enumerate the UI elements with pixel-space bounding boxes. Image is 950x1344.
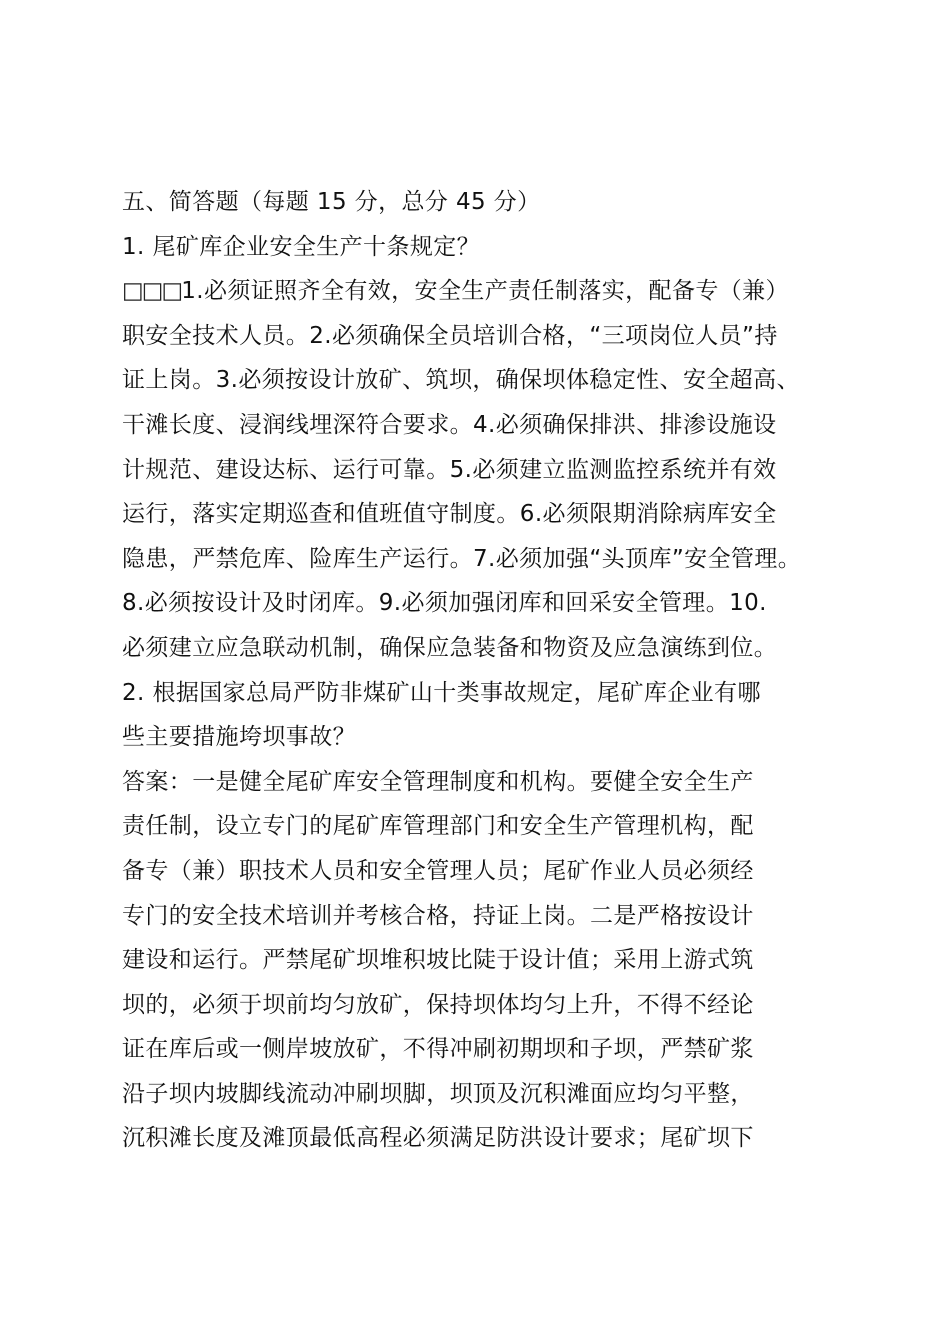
answer-1-line: 运行，落实定期巡查和值班值守制度。6.必须限期消除病库安全 [122, 501, 777, 528]
answer-1-text: 1.必须证照齐全有效，安全生产责任制落实，配备专（兼） [181, 278, 789, 305]
question-2-line: 2. 根据国家总局严防非煤矿山十类事故规定，尾矿库企业有哪 [122, 679, 761, 706]
answer-1-line: 职安全技术人员。2.必须确保全员培训合格，“三项岗位人员”持 [122, 322, 778, 349]
answer-2-line: 坝的，必须于坝前均匀放矿，保持坝体均匀上升，不得不经论 [122, 991, 754, 1018]
answer-1-line: 必须建立应急联动机制，确保应急装备和物资及应急演练到位。 [122, 634, 778, 661]
answer-2-line: 建设和运行。严禁尾矿坝堆积坡比陡于设计值；采用上游式筑 [122, 947, 754, 974]
answer-1-line: 证上岗。3.必须按设计放矿、筑坝，确保坝体稳定性、安全超高、 [122, 367, 800, 394]
question-2-line: 些主要措施垮坝事故？ [122, 724, 356, 751]
answer-2-line: 证在库后或一侧岸坡放矿，不得冲刷初期坝和子坝，严禁矿浆 [122, 1036, 754, 1063]
answer-1-line [122, 269, 848, 314]
answer-2-line: 沿子坝内坡脚线流动冲刷坝脚，坝顶及沉积滩面应均匀平整， [122, 1080, 754, 1107]
question-1: 1. 尾矿库企业安全生产十条规定？ [122, 233, 481, 260]
section-title: 五、简答题（每题 15 分，总分 45 分） [122, 189, 541, 215]
answer-2-line: 责任制，设立专门的尾矿库管理部门和安全生产管理机构，配 [122, 813, 754, 840]
answer-2-line: 沉积滩长度及滩顶最低高程必须满足防洪设计要求；尾矿坝下 [122, 1125, 754, 1152]
placeholder-glyphs: □□□ [122, 278, 182, 305]
answer-2-line: 专门的安全技术培训并考核合格，持证上岗。二是严格按设计 [122, 902, 754, 929]
answer-1-line: 计规范、建设达标、运行可靠。5.必须建立监测监控系统并有效 [122, 456, 777, 483]
answer-1-line: 隐患，严禁危库、险库生产运行。7.必须加强“头顶库”安全管理。 [122, 545, 802, 572]
answer-1-line: 8.必须按设计及时闭库。9.必须加强闭库和回采安全管理。10. [122, 590, 767, 617]
answer-2-line: 备专（兼）职技术人员和安全管理人员；尾矿作业人员必须经 [122, 857, 754, 884]
document-body [122, 180, 848, 1161]
answer-2-line: 答案：一是健全尾矿库安全管理制度和机构。要健全安全生产 [122, 768, 754, 795]
answer-1-line: 干滩长度、浸润线埋深符合要求。4.必须确保排洪、排渗设施设 [122, 411, 777, 438]
